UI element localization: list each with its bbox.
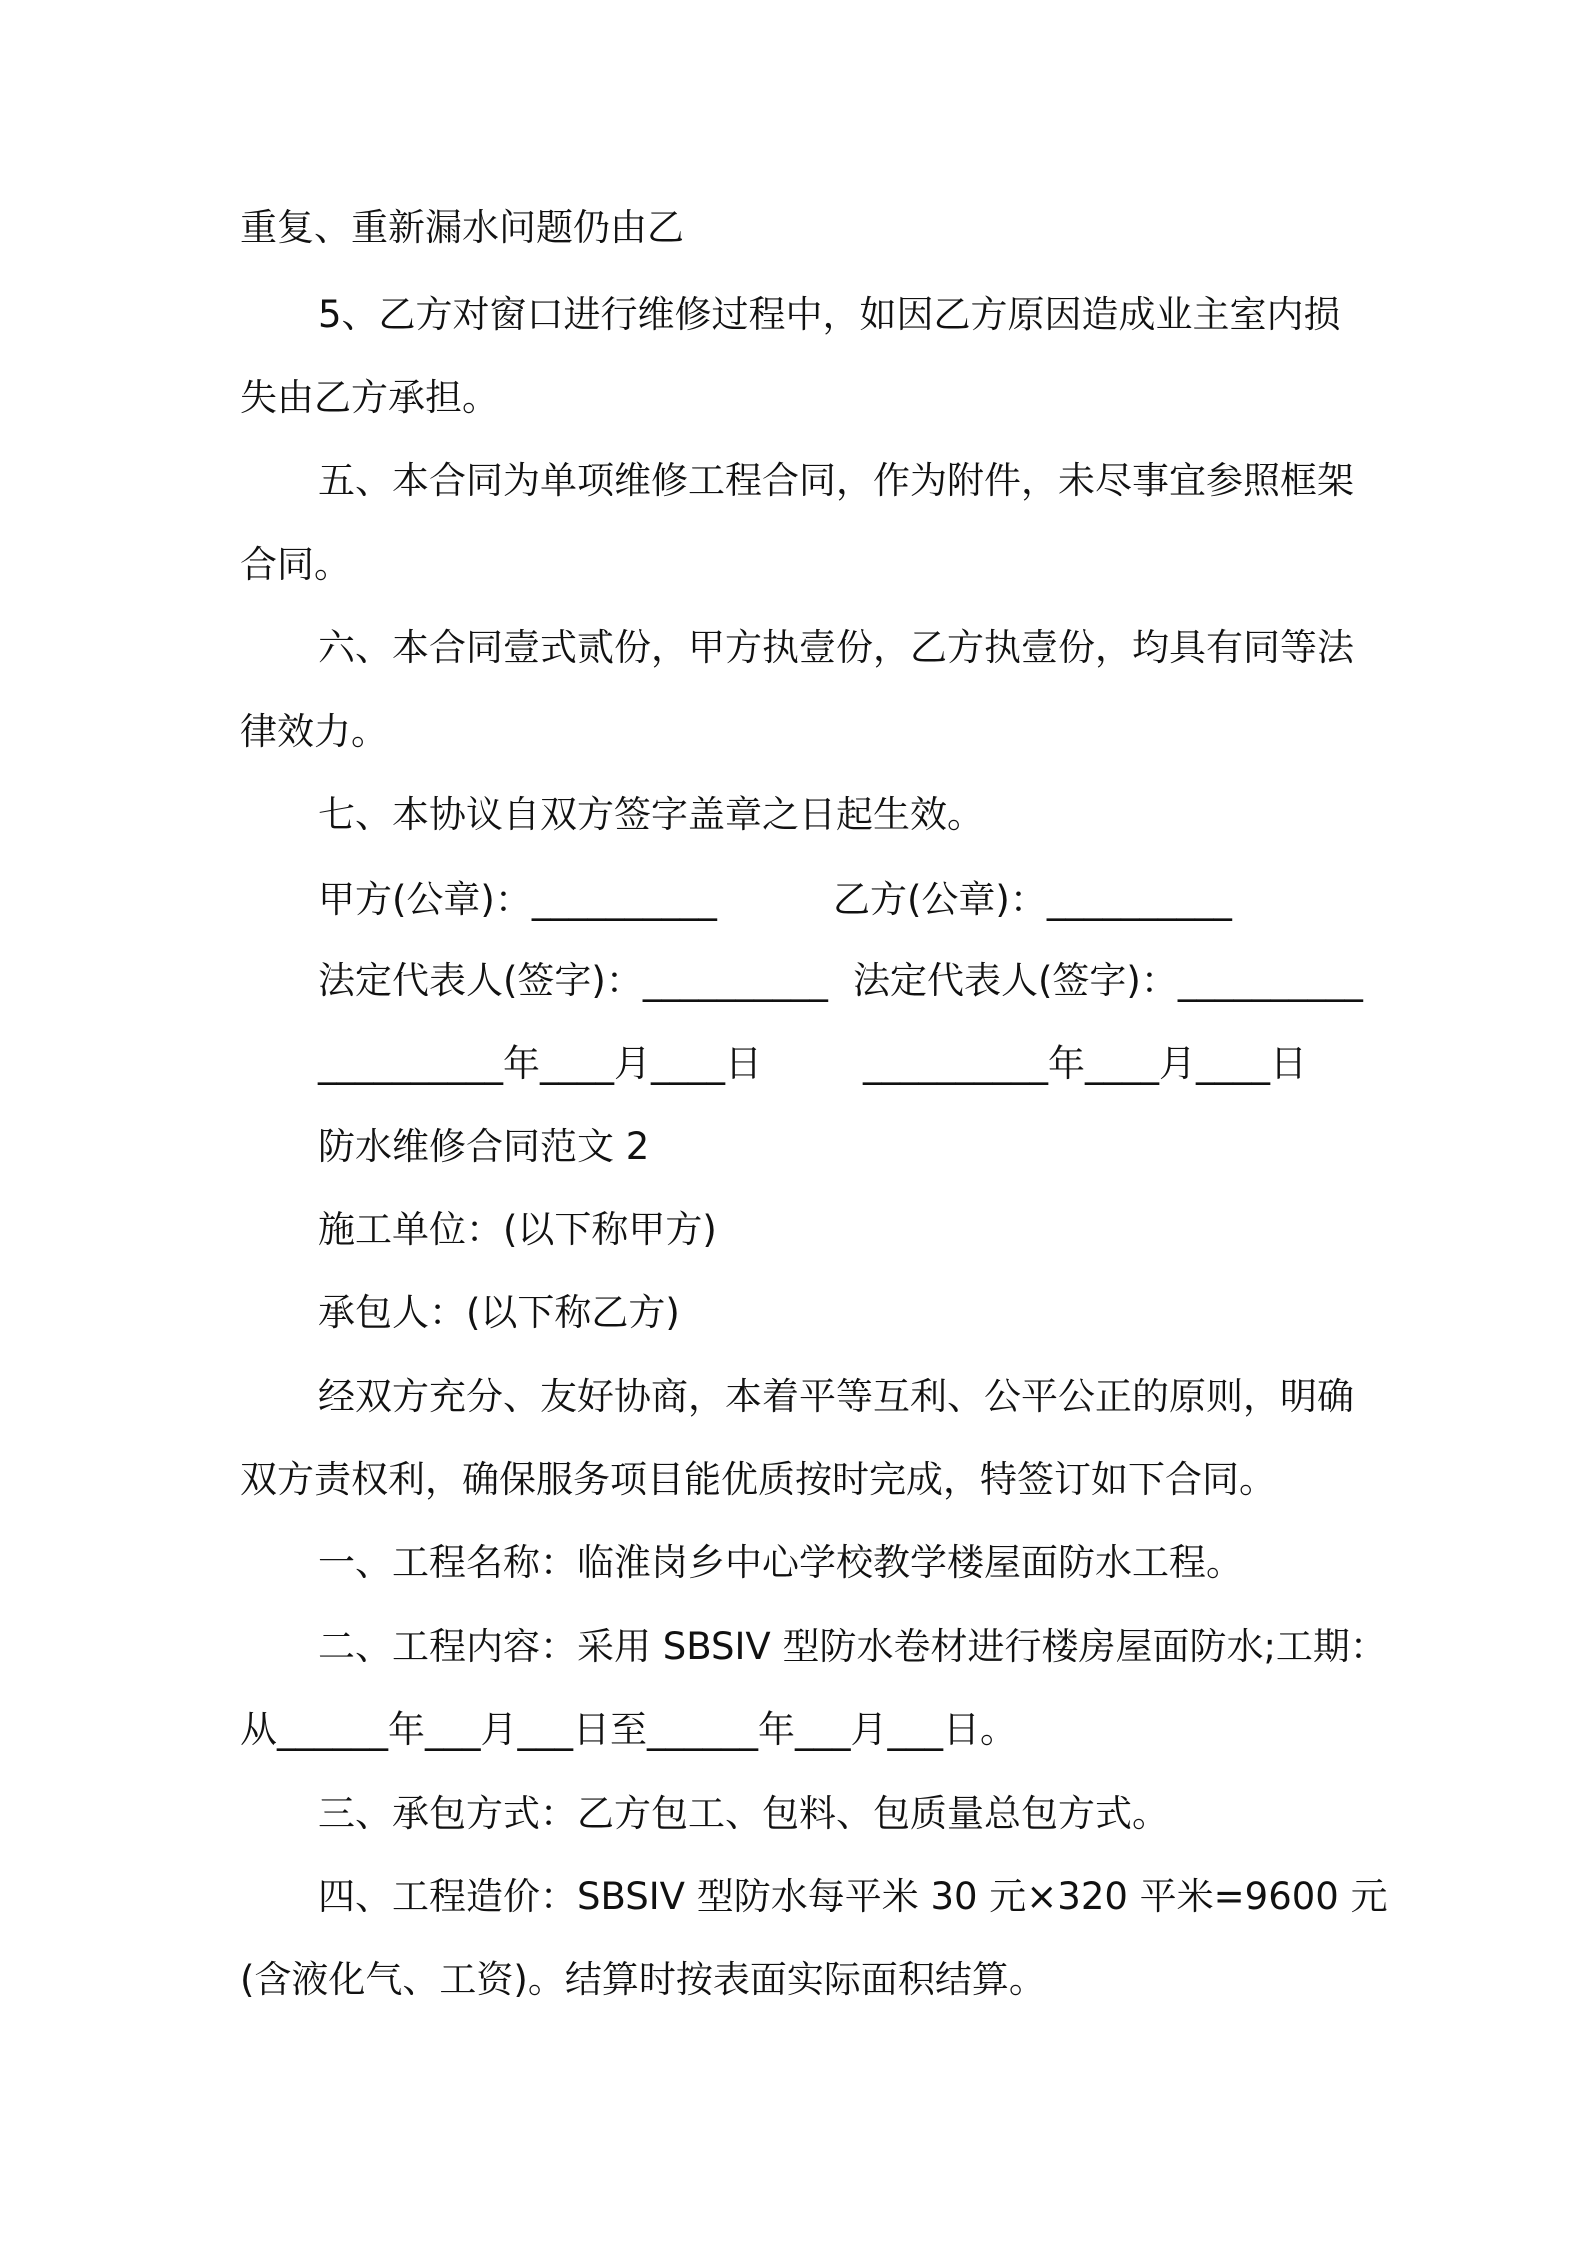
clause-2-continued: 从______年___月___日至______年___月___日。 (240, 1708, 1017, 1751)
party-b-date-line: __________年____月____日 (863, 1042, 1307, 1085)
party-a-seal-line: 甲方(公章)：__________ (318, 878, 717, 921)
clause-3: 三、承包方式：乙方包工、包料、包质量总包方式。 (318, 1792, 1169, 1835)
clause-4: 四、工程造价：SBSIV 型防水每平米 30 元×320 平米=9600 元 (318, 1875, 1388, 1918)
text-line: 五、本合同为单项维修工程合同，作为附件，未尽事宜参照框架 (318, 459, 1354, 502)
party-a-date-line: __________年____月____日 (318, 1042, 762, 1085)
subcontractor-line: 承包人：(以下称乙方) (318, 1291, 680, 1334)
intro-line: 双方责权利，确保服务项目能优质按时完成，特签订如下合同。 (240, 1458, 1276, 1501)
text-line: 六、本合同壹式贰份，甲方执壹份，乙方执壹份，均具有同等法 (318, 626, 1354, 669)
party-b-seal-line: 乙方(公章)：__________ (833, 878, 1232, 921)
contractor-line: 施工单位：(以下称甲方) (318, 1208, 717, 1251)
text-line: 5、乙方对窗口进行维修过程中，如因乙方原因造成业主室内损 (318, 293, 1341, 336)
clause-4-continued: (含液化气、工资)。结算时按表面实际面积结算。 (240, 1958, 1046, 2001)
text-line: 七、本协议自双方签字盖章之日起生效。 (318, 793, 984, 836)
clause-2: 二、工程内容：采用 SBSIV 型防水卷材进行楼房屋面防水;工期： (318, 1625, 1387, 1668)
section-title: 防水维修合同范文 2 (318, 1125, 650, 1168)
text-line: 律效力。 (240, 710, 388, 753)
text-line: 失由乙方承担。 (240, 376, 499, 419)
clause-1: 一、工程名称：临淮岗乡中心学校教学楼屋面防水工程。 (318, 1541, 1243, 1584)
text-line: 合同。 (240, 543, 351, 586)
party-b-rep-line: 法定代表人(签字)：__________ (853, 959, 1363, 1002)
intro-line: 经双方充分、友好协商，本着平等互利、公平公正的原则，明确 (318, 1375, 1354, 1418)
party-a-rep-line: 法定代表人(签字)：__________ (318, 959, 828, 1002)
text-line: 重复、重新漏水问题仍由乙 (240, 206, 684, 249)
